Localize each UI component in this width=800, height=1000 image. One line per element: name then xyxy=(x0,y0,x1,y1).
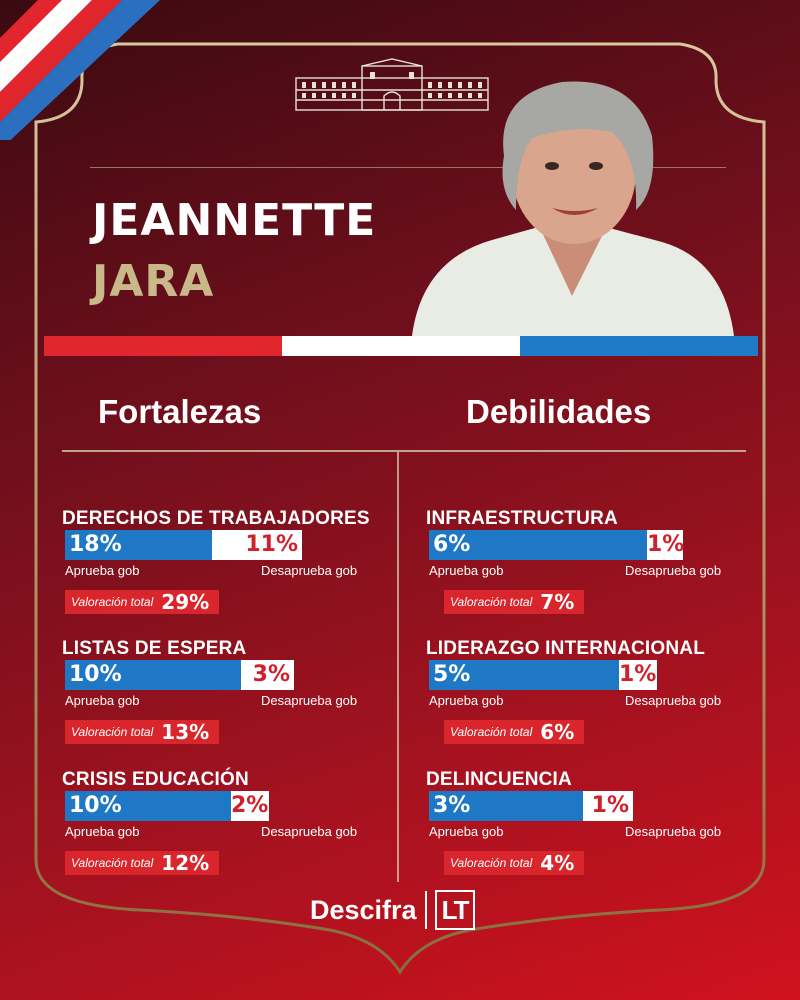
disapprove-bar-segment: 2% xyxy=(231,791,269,821)
lt-logo-icon: LT xyxy=(435,890,475,930)
total-badge xyxy=(444,851,584,875)
candidate-first-name: JEANNETTE xyxy=(92,195,377,246)
approve-bar-segment: 10% xyxy=(65,660,241,690)
approval-bar xyxy=(65,530,302,560)
disapprove-label: Desaprueba gob xyxy=(625,563,722,578)
column-divider xyxy=(397,452,399,882)
tricolor-band xyxy=(44,336,758,356)
total-label: Valoración total xyxy=(71,595,154,609)
item-title: CRISIS EDUCACIÓN xyxy=(62,769,249,790)
total-badge xyxy=(444,720,584,744)
approve-label: Aprueba gob xyxy=(65,563,140,578)
tricolor-red xyxy=(44,336,282,356)
total-value: 29% xyxy=(161,590,210,614)
item-title: DELINCUENCIA xyxy=(426,769,572,790)
candidate-portrait xyxy=(412,60,734,336)
total-label: Valoración total xyxy=(71,725,154,739)
item-title: DERECHOS DE TRABAJADORES xyxy=(62,508,370,529)
total-value: 12% xyxy=(161,851,210,875)
disapprove-label: Desaprueba gob xyxy=(261,693,358,708)
disapprove-label: Desaprueba gob xyxy=(261,824,358,839)
brand-separator xyxy=(425,891,427,929)
debilidad-item xyxy=(426,508,746,618)
tricolor-blue xyxy=(520,336,758,356)
approval-bar xyxy=(65,660,294,690)
disapprove-label: Desaprueba gob xyxy=(625,824,722,839)
total-value: 7% xyxy=(540,590,575,614)
brand-footer xyxy=(310,888,475,932)
disapprove-label: Desaprueba gob xyxy=(625,693,722,708)
item-title: LISTAS DE ESPERA xyxy=(62,638,247,659)
brand-name: Descifra xyxy=(310,894,417,925)
approval-bar xyxy=(429,530,683,560)
approve-bar-segment: 3% xyxy=(429,791,583,821)
total-label: Valoración total xyxy=(450,595,533,609)
candidate-last-name: JARA xyxy=(92,256,215,307)
approve-label: Aprueba gob xyxy=(429,693,504,708)
tricolor-white xyxy=(282,336,520,356)
disapprove-bar-segment: 11% xyxy=(212,530,302,560)
approve-label: Aprueba gob xyxy=(65,824,140,839)
total-badge xyxy=(444,590,584,614)
disapprove-bar-segment: 1% xyxy=(619,660,657,690)
total-value: 6% xyxy=(540,720,575,744)
total-value: 13% xyxy=(161,720,210,744)
total-badge xyxy=(65,851,219,875)
approve-label: Aprueba gob xyxy=(65,693,140,708)
disapprove-bar-segment: 1% xyxy=(647,530,683,560)
item-title: INFRAESTRUCTURA xyxy=(426,508,618,529)
fortalezas-heading: Fortalezas xyxy=(98,393,262,430)
approve-bar-segment: 18% xyxy=(65,530,212,560)
total-label: Valoración total xyxy=(71,856,154,870)
approve-bar-segment: 10% xyxy=(65,791,231,821)
approval-bar xyxy=(65,791,269,821)
debilidades-heading: Debilidades xyxy=(466,393,652,430)
fortaleza-item xyxy=(62,638,382,748)
approval-bar xyxy=(429,660,657,690)
total-label: Valoración total xyxy=(450,856,533,870)
fortaleza-item xyxy=(62,508,382,618)
approve-label: Aprueba gob xyxy=(429,824,504,839)
heading-divider xyxy=(62,450,746,452)
item-title: LIDERAZGO INTERNACIONAL xyxy=(426,638,706,659)
approve-label: Aprueba gob xyxy=(429,563,504,578)
total-badge xyxy=(65,720,219,744)
total-label: Valoración total xyxy=(450,725,533,739)
debilidad-item xyxy=(426,638,746,748)
disapprove-label: Desaprueba gob xyxy=(261,563,358,578)
debilidad-item xyxy=(426,769,746,879)
approval-bar xyxy=(429,791,633,821)
total-value: 4% xyxy=(540,851,575,875)
fortaleza-item xyxy=(62,769,382,879)
approve-bar-segment: 6% xyxy=(429,530,647,560)
disapprove-bar-segment: 3% xyxy=(241,660,294,690)
disapprove-bar-segment: 1% xyxy=(583,791,633,821)
total-badge xyxy=(65,590,219,614)
flag-stripes-icon xyxy=(0,0,160,140)
approve-bar-segment: 5% xyxy=(429,660,619,690)
